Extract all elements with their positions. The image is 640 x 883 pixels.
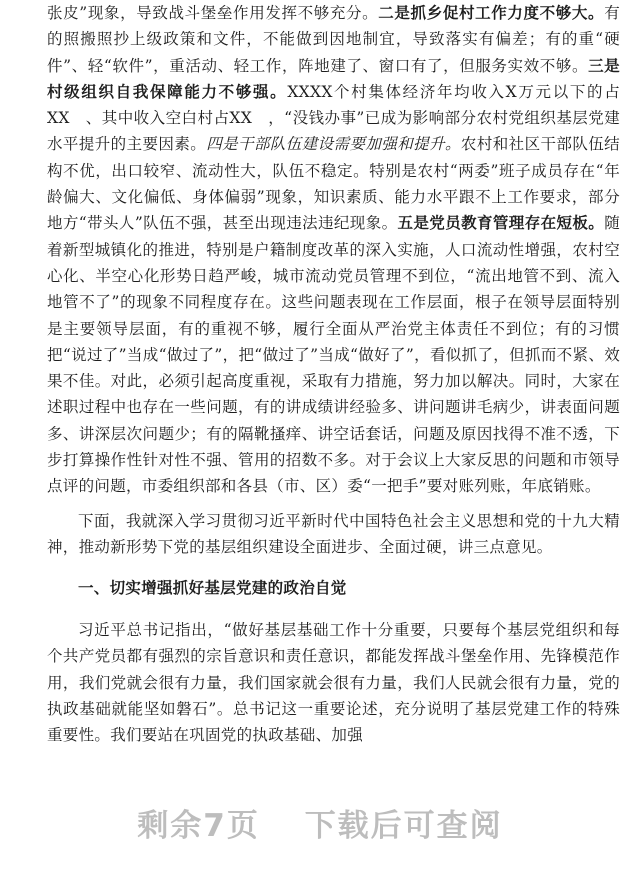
emphasis-run: 五是党员教育管理存在短板。 — [397, 213, 605, 233]
emphasis-run: 四是干部队伍建设需要加强和提升。 — [206, 135, 461, 154]
emphasis-run: 三是村级组织自我保障能力不够强。 — [47, 55, 620, 101]
section-heading-1: 一、切实增强抓好基层党建的政治自觉 — [78, 578, 347, 597]
paragraph-problems — [47, 0, 620, 500]
emphasis-run: 二是抓乡促村工作力度不够大。 — [378, 3, 605, 22]
text-run: 随着新型城镇化的推进，特别是户籍制度改革的深入实施，人口流动性增强，农村空心化、半空心化形势日趋严峻，城市流动党员管理不到位，“流出地管不到、流入地管不了”的现象不同程度存在。这些问题表现在工作层面，根子在领导层面特别是主要领导层面，有的重视不够，履行全面从严治党主体责任不到位；有的习惯把“说过了”当成“做过了”，把“做过了”当成“做好了”，看似抓了，但抓而不紧、效果不佳。对此，必须引起高度重视，采取有力措施，努力加以解决。同时，大家在述职过程中也存在一些问题，有的讲成绩讲经验多、讲问题讲毛病少，讲表面问题多、讲深层次问题少；有的隔靴搔痒、讲空话套话，问题及原因找得不准不透，下步打算操作性针对性不强、管用的招数不多。对于会议上大家反思的问题和市领导点评的问题，市委组织部和各县（市、区）委“一把手”要对账列账，年底销账。 — [47, 214, 621, 496]
text-run: 农村和社区干部队伍结构不优，出口较窄、流动性大，队伍不稳定。特别是农村“两委”班子成员存在“年龄偏大、文化偏低、身体偏弱”现象，知识素质、能力水平跟不上工作要求，部分地方“带头人”队伍不强，甚至出现违法违纪现象。 — [47, 135, 620, 233]
paragraph-intro: 下面，我就深入学习贯彻习近平新时代中国特色社会主义思想和党的十九大精神，推动新形势下党的基层组织建设全面进步、全面过硬，讲三点意见。 — [47, 512, 620, 557]
text-run: 张皮”现象，导致战斗堡垒作用发挥不够充分。 — [47, 4, 379, 22]
remaining-pages-banner[interactable] — [0, 800, 640, 845]
download-prompt: 下载后可查阅 — [304, 808, 503, 844]
paragraph-section-1: 习近平总书记指出，“做好基层基础工作十分重要，只要每个基层党组织和每个共产党员都有强烈的宗旨意识和责任意识，都能发挥战斗堡垒作用、先锋模范作用，我们党就会很有力量，我们国家就会很有力量，我们人民就会很有力量，党的执政基础就能坚如磐石”。总书记这一重要论述，充分说明了基层党建工作的特殊重要性。我们要站在巩固党的执政基础、加强 — [47, 621, 620, 745]
text-run: 有的照搬照抄上级政策和文件，不能做到因地制宜，导致落实有偏差；有的重“硬件”、轻“软件”，重活动、轻工作，阵地建了、窗口有了，但服务实效不够。 — [47, 4, 620, 75]
text-run: XXXX个村集体经济年均收入X万元以下的占XX 、其中收入空白村占XX ，“没钱办事”已成为影响部分农村党组织基层党建水平提升的主要因素。 — [47, 82, 620, 154]
remaining-pages-label: 剩余7页 — [137, 808, 260, 844]
